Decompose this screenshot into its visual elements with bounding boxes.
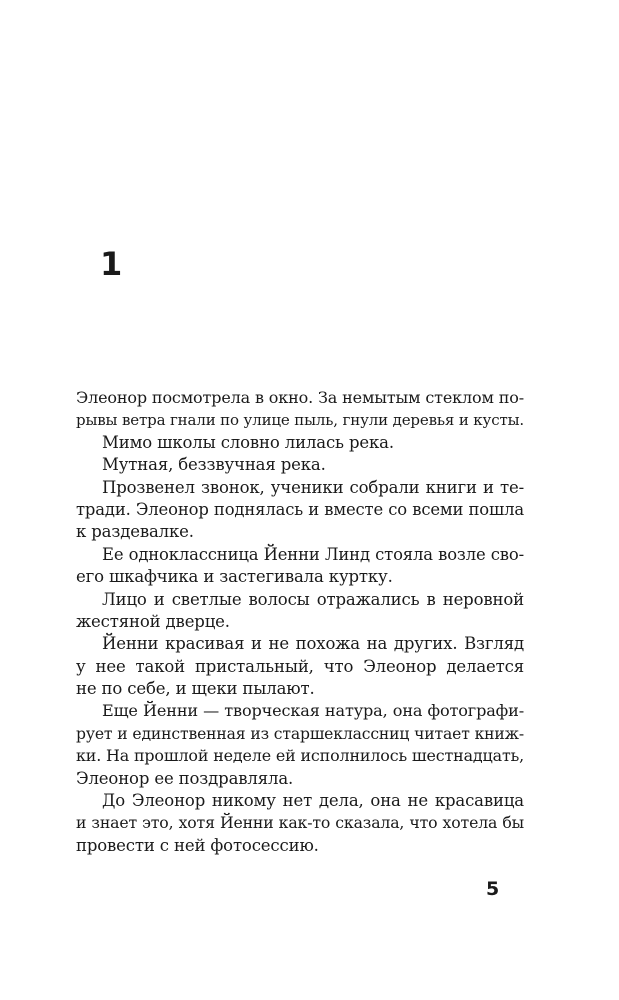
text-line: рывы ветра гнали по улице пыль, гнули деревья и кусты.: [76, 411, 525, 430]
text-line: у нее такой пристальный, что Элеонор делается: [76, 656, 524, 676]
text-line: рует и единственная из старшеклассниц читает книж-: [76, 724, 524, 743]
text-line: Ее одноклассница Йенни Линд стояла возле сво-: [102, 544, 524, 564]
text-line: не по себе, и щеки пылают.: [76, 679, 315, 699]
text-line: Лицо и светлые волосы отражались в неровной: [102, 589, 524, 609]
text-line: жестяной дверце.: [76, 611, 230, 631]
text-line: Мутная, беззвучная река.: [102, 455, 326, 475]
text-line: ки. На прошлой неделе ей исполнилось шестнадцать,: [76, 746, 524, 766]
text-line: его шкафчика и застегивала куртку.: [76, 567, 393, 587]
text-line: тради. Элеонор поднялась и вместе со всеми пошла: [76, 499, 524, 519]
text-line: и знает это, хотя Йенни как-то сказала, что хотела бы: [76, 813, 524, 833]
page-number: 5: [486, 878, 500, 900]
text-line: Прозвенел звонок, ученики собрали книги и те-: [102, 477, 524, 497]
text-line: провести с ней фотосессию.: [76, 835, 319, 855]
text-line: Элеонор ее поздравляла.: [76, 768, 294, 788]
text-line: До Элеонор никому нет дела, она не красавица: [102, 791, 524, 811]
text-line: Йенни красивая и не похожа на других. Взгляд: [102, 634, 524, 654]
text-line: к раздевалке.: [76, 522, 194, 542]
body-text: [76, 387, 524, 857]
text-line: Еще Йенни — творческая натура, она фотографи-: [102, 701, 524, 721]
chapter-number: 1: [100, 245, 123, 283]
text-line: Элеонор посмотрела в окно. За немытым стеклом по-: [76, 388, 525, 407]
text-line: Мимо школы словно лилась река.: [102, 432, 394, 452]
